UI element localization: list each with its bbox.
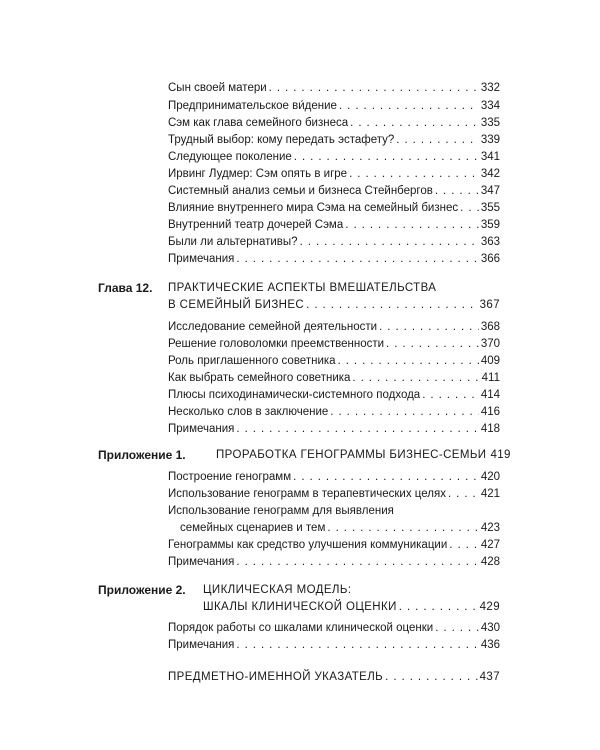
dot-leader xyxy=(350,116,479,130)
toc-entry-title: Предпринимательское ви́дение xyxy=(168,100,337,112)
appendix-title[interactable]: ЦИКЛИЧЕСКАЯ МОДЕЛЬ: xyxy=(203,584,352,596)
chapter-title[interactable]: ПРАКТИЧЕСКИЕ АСПЕКТЫ ВМЕШАТЕЛЬСТВА xyxy=(168,282,437,294)
toc-entry-page: 427 xyxy=(480,539,500,551)
toc-entry-title: Роль приглашенного советника xyxy=(168,355,336,367)
toc-entry[interactable] xyxy=(168,320,500,334)
dot-leader xyxy=(306,298,477,312)
toc-entry-title: Порядок работы со шкалами клинической оценки xyxy=(168,622,434,634)
toc-entry-page: 366 xyxy=(480,253,500,265)
toc-entry-page: 367 xyxy=(479,299,500,311)
toc-entry-title: Примечания xyxy=(168,253,235,265)
dot-leader xyxy=(435,621,479,635)
chapter-title-line2: В СЕМЕЙНЫЙ БИЗНЕС xyxy=(168,299,305,311)
toc-entry-title: Генограммы как средство улучшения коммуникации xyxy=(168,539,448,551)
dot-leader xyxy=(236,638,478,652)
toc-entry-title: Построение генограмм xyxy=(168,471,292,483)
dot-leader xyxy=(345,218,479,232)
toc-entry-title: Трудный выбор: кому передать эстафету? xyxy=(168,134,395,146)
dot-leader xyxy=(379,320,479,334)
appendix-title-entry[interactable] xyxy=(203,600,500,614)
dot-leader xyxy=(269,81,479,95)
toc-entry[interactable] xyxy=(168,405,500,419)
toc-entry[interactable] xyxy=(168,116,500,130)
chapter-label: Глава 12. xyxy=(98,281,153,295)
dot-leader xyxy=(349,167,479,181)
toc-entry-title: Были ли альтернативы? xyxy=(168,236,298,248)
toc-entry-title: Влияние внутреннего мира Сэма на семейный бизнес xyxy=(168,202,459,214)
toc-entry-page: 342 xyxy=(480,168,500,180)
toc-entry[interactable] xyxy=(168,150,500,164)
toc-entry[interactable] xyxy=(168,538,500,552)
toc-entry[interactable] xyxy=(168,201,500,215)
dot-leader xyxy=(460,201,479,215)
dot-leader xyxy=(339,99,479,113)
toc-entry-title: Системный анализ семьи и бизнеса Стейнбергов xyxy=(168,185,433,197)
dot-leader xyxy=(294,150,479,164)
toc-entry[interactable] xyxy=(168,354,500,368)
toc-entry[interactable] xyxy=(168,371,500,385)
toc-entry[interactable] xyxy=(168,218,500,232)
index-entry[interactable] xyxy=(168,670,500,684)
dot-leader xyxy=(300,235,479,249)
appendix-title: ПРОРАБОТКА ГЕНОГРАММЫ БИЗНЕС-СЕМЬИ xyxy=(216,449,487,461)
toc-entry-page: 363 xyxy=(480,236,500,248)
toc-entry-title: Сэм как глава семейного бизнеса xyxy=(168,117,349,129)
dot-leader xyxy=(386,337,479,351)
toc-entry-page: 411 xyxy=(481,372,500,384)
toc-entry-title: Исследование семейной деятельности xyxy=(168,321,378,333)
dot-leader xyxy=(293,470,479,484)
toc-entry[interactable] xyxy=(168,621,500,635)
toc-entry-page: 414 xyxy=(480,389,500,401)
toc-entry-title: Следующее поколение xyxy=(168,151,292,163)
dot-leader xyxy=(236,422,478,436)
dot-leader xyxy=(449,538,479,552)
toc-entry-title: Сын своей матери xyxy=(168,82,267,94)
toc-entry-page: 423 xyxy=(480,522,500,534)
dot-leader xyxy=(327,521,478,535)
toc-entry[interactable] xyxy=(168,422,500,436)
toc-entry-title: Примечания xyxy=(168,556,235,568)
toc-entry[interactable] xyxy=(168,252,500,266)
toc-entry-first-line[interactable] xyxy=(168,504,500,518)
toc-entry-page: 334 xyxy=(480,100,500,112)
toc-entry-title: Внутренний театр дочерей Сэма xyxy=(168,219,344,231)
toc-entry[interactable] xyxy=(168,167,500,181)
toc-entry-page: 409 xyxy=(480,355,500,367)
toc-entry-page: 368 xyxy=(480,321,500,333)
chapter-title-entry[interactable] xyxy=(168,298,500,312)
toc-entry-title: Ирвинг Лудмер: Сэм опять в игре xyxy=(168,168,348,180)
toc-entry-page: 359 xyxy=(480,219,500,231)
toc-entry[interactable] xyxy=(168,470,500,484)
toc-entry-title: семейных сценариев и тем xyxy=(180,522,326,534)
toc-entry[interactable] xyxy=(168,337,500,351)
toc-entry-page: 370 xyxy=(480,338,500,350)
toc-entry-page: 428 xyxy=(480,556,500,568)
toc-entry-title: Решение головоломки преемственности xyxy=(168,338,385,350)
toc-entry-page: 418 xyxy=(480,423,500,435)
toc-entry-page: 419 xyxy=(490,449,511,461)
dot-leader xyxy=(448,487,479,501)
dot-leader xyxy=(435,184,479,198)
toc-entry[interactable] xyxy=(168,638,500,652)
toc-entry-page: 437 xyxy=(479,671,500,683)
toc-entry[interactable] xyxy=(168,133,500,147)
toc-entry-page: 416 xyxy=(480,406,500,418)
appendix-title-entry[interactable] xyxy=(216,448,511,462)
dot-leader xyxy=(399,600,478,614)
toc-entry[interactable] xyxy=(168,555,500,569)
toc-entry[interactable] xyxy=(168,487,500,501)
dot-leader xyxy=(422,388,479,402)
toc-entry-title: Несколько слов в заключение xyxy=(168,406,329,418)
toc-entry-page: 347 xyxy=(480,185,500,197)
toc-entry-page: 341 xyxy=(480,151,500,163)
appendix-label: Приложение 1. xyxy=(98,448,186,462)
toc-entry[interactable] xyxy=(168,184,500,198)
toc-entry[interactable] xyxy=(168,81,500,95)
dot-leader xyxy=(385,670,477,684)
toc-entry[interactable] xyxy=(168,99,500,113)
toc-entry-title: Примечания xyxy=(168,639,235,651)
toc-entry-page: 430 xyxy=(480,622,500,634)
appendix-label: Приложение 2. xyxy=(98,583,186,597)
toc-entry[interactable] xyxy=(168,235,500,249)
toc-entry-page: 420 xyxy=(480,471,500,483)
dot-leader xyxy=(352,371,479,385)
toc-entry-title: Плюсы психодинамически-системного подхода xyxy=(168,389,421,401)
dot-leader xyxy=(338,354,479,368)
toc-entry-page: 355 xyxy=(480,202,500,214)
toc-entry-title: Использование генограмм в терапевтических целях xyxy=(168,488,446,500)
toc-entry-page: 332 xyxy=(480,82,500,94)
dot-leader xyxy=(396,133,479,147)
toc-entry-page: 339 xyxy=(480,134,500,146)
toc-entry[interactable] xyxy=(180,521,500,535)
toc-entry-title: Как выбрать семейного советника xyxy=(168,372,351,384)
toc-entry-page: 436 xyxy=(480,639,500,651)
toc-entry-title: Использование генограмм для выявления xyxy=(168,505,394,517)
appendix-title-line2: ШКАЛЫ КЛИНИЧЕСКОЙ ОЦЕНКИ xyxy=(203,601,397,613)
toc-entry-page: 421 xyxy=(480,488,500,500)
toc-entry-title: Примечания xyxy=(168,423,235,435)
toc-entry-page: 429 xyxy=(479,601,500,613)
index-title: ПРЕДМЕТНО-ИМЕННОЙ УКАЗАТЕЛЬ xyxy=(168,671,384,683)
toc-entry-page: 335 xyxy=(480,117,500,129)
dot-leader xyxy=(236,252,478,266)
toc-entry[interactable] xyxy=(168,388,500,402)
dot-leader xyxy=(330,405,479,419)
dot-leader xyxy=(236,555,478,569)
